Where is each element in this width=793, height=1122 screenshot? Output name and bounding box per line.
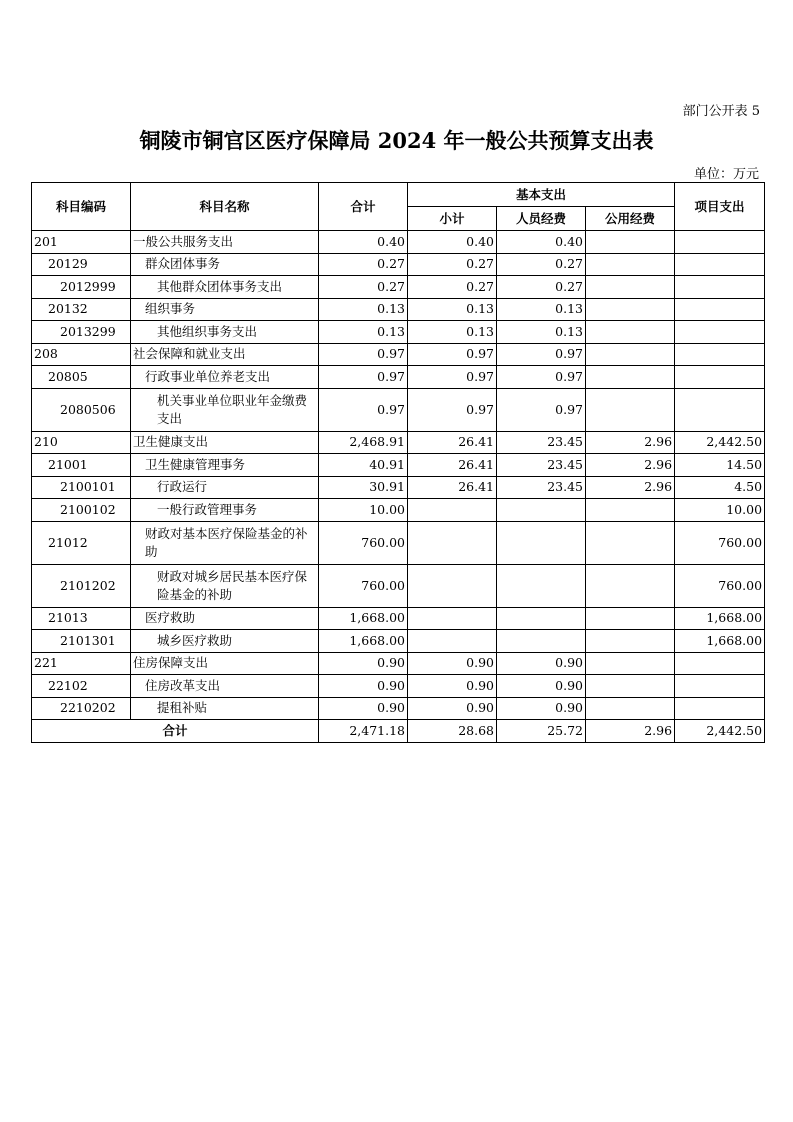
- row-project: [675, 388, 765, 431]
- row-code: 21001: [32, 454, 131, 477]
- row-public: 2.96: [586, 431, 675, 454]
- total-personnel: 25.72: [497, 720, 586, 743]
- page-title: 铜陵市铜官区医疗保障局 2024 年一般公共预算支出表: [139, 128, 654, 153]
- row-public: [586, 276, 675, 299]
- row-code: 210: [32, 431, 131, 454]
- row-total: 0.40: [319, 231, 408, 254]
- row-project: 760.00: [675, 521, 765, 564]
- table-row: [32, 697, 765, 720]
- table-row: [32, 298, 765, 321]
- row-personnel: [497, 521, 586, 564]
- header-personnel: 人员经费: [497, 207, 586, 231]
- row-total: 0.13: [319, 321, 408, 344]
- row-name: 其他组织事务支出: [131, 321, 319, 344]
- table-row: [32, 366, 765, 389]
- page-label: 部门公开表 5: [682, 104, 760, 119]
- row-code: 208: [32, 343, 131, 366]
- row-name: 行政运行: [131, 476, 319, 499]
- row-public: [586, 388, 675, 431]
- table-row: [32, 521, 765, 564]
- row-name: 财政对基本医疗保险基金的补助: [131, 521, 319, 564]
- row-personnel: 0.13: [497, 321, 586, 344]
- total-subtotal: 28.68: [408, 720, 497, 743]
- row-subtotal: 0.90: [408, 697, 497, 720]
- row-project: 10.00: [675, 499, 765, 522]
- row-total: 0.90: [319, 675, 408, 698]
- table-row: [32, 607, 765, 630]
- row-personnel: 0.27: [497, 276, 586, 299]
- header-code: 科目编码: [32, 183, 131, 231]
- row-public: [586, 630, 675, 653]
- row-total: 0.90: [319, 697, 408, 720]
- row-name: 组织事务: [131, 298, 319, 321]
- row-public: [586, 652, 675, 675]
- row-name: 住房改革支出: [131, 675, 319, 698]
- total-row: [32, 720, 765, 743]
- row-code: 21012: [32, 521, 131, 564]
- row-subtotal: 0.97: [408, 366, 497, 389]
- row-personnel: 0.90: [497, 675, 586, 698]
- table-row: [32, 388, 765, 431]
- row-code: 20805: [32, 366, 131, 389]
- row-project: [675, 366, 765, 389]
- row-personnel: [497, 499, 586, 522]
- row-project: 4.50: [675, 476, 765, 499]
- row-public: [586, 697, 675, 720]
- row-total: 0.27: [319, 276, 408, 299]
- row-project: [675, 697, 765, 720]
- row-subtotal: [408, 499, 497, 522]
- row-code: 2100102: [32, 499, 131, 522]
- row-personnel: [497, 630, 586, 653]
- row-total: 0.97: [319, 366, 408, 389]
- row-public: [586, 366, 675, 389]
- row-subtotal: 0.27: [408, 253, 497, 276]
- row-public: [586, 675, 675, 698]
- row-project: 760.00: [675, 564, 765, 607]
- table-row: [32, 343, 765, 366]
- row-code: 2101202: [32, 564, 131, 607]
- row-public: [586, 499, 675, 522]
- header-basic: 基本支出: [408, 183, 675, 207]
- unit-label: 单位：万元: [693, 167, 759, 182]
- table-row: [32, 564, 765, 607]
- row-subtotal: 0.90: [408, 675, 497, 698]
- row-public: [586, 321, 675, 344]
- header-name: 科目名称: [131, 183, 319, 231]
- row-subtotal: 26.41: [408, 454, 497, 477]
- table-row: [32, 253, 765, 276]
- table-row: [32, 476, 765, 499]
- row-total: 2,468.91: [319, 431, 408, 454]
- row-code: 2013299: [32, 321, 131, 344]
- row-subtotal: 26.41: [408, 476, 497, 499]
- row-public: [586, 564, 675, 607]
- row-subtotal: 0.97: [408, 343, 497, 366]
- row-subtotal: [408, 607, 497, 630]
- row-personnel: 23.45: [497, 476, 586, 499]
- row-project: [675, 675, 765, 698]
- row-personnel: 0.97: [497, 366, 586, 389]
- row-name: 群众团体事务: [131, 253, 319, 276]
- row-code: 2080506: [32, 388, 131, 431]
- row-name: 财政对城乡居民基本医疗保险基金的补助: [131, 564, 319, 607]
- row-name: 卫生健康管理事务: [131, 454, 319, 477]
- row-public: [586, 253, 675, 276]
- row-total: 40.91: [319, 454, 408, 477]
- row-code: 20129: [32, 253, 131, 276]
- table-row: [32, 652, 765, 675]
- row-personnel: 0.13: [497, 298, 586, 321]
- row-project: [675, 652, 765, 675]
- row-project: 2,442.50: [675, 431, 765, 454]
- header-public: 公用经费: [586, 207, 675, 231]
- row-personnel: 0.97: [497, 388, 586, 431]
- table-row: [32, 499, 765, 522]
- header-subtotal: 小计: [408, 207, 497, 231]
- row-total: 0.97: [319, 388, 408, 431]
- row-personnel: [497, 564, 586, 607]
- row-total: 0.13: [319, 298, 408, 321]
- table-row: [32, 276, 765, 299]
- table-row: [32, 431, 765, 454]
- row-total: 30.91: [319, 476, 408, 499]
- row-subtotal: 0.13: [408, 298, 497, 321]
- table-row: [32, 675, 765, 698]
- row-subtotal: [408, 564, 497, 607]
- row-code: 221: [32, 652, 131, 675]
- row-name: 机关事业单位职业年金缴费支出: [131, 388, 319, 431]
- table-row: [32, 454, 765, 477]
- row-name: 卫生健康支出: [131, 431, 319, 454]
- row-code: 22102: [32, 675, 131, 698]
- row-code: 2210202: [32, 697, 131, 720]
- row-public: 2.96: [586, 476, 675, 499]
- row-personnel: 0.97: [497, 343, 586, 366]
- header-project: 项目支出: [675, 183, 765, 231]
- total-project: 2,442.50: [675, 720, 765, 743]
- row-project: [675, 321, 765, 344]
- table-row: [32, 321, 765, 344]
- row-public: [586, 607, 675, 630]
- row-name: 一般公共服务支出: [131, 231, 319, 254]
- row-code: 2101301: [32, 630, 131, 653]
- row-subtotal: [408, 630, 497, 653]
- row-total: 1,668.00: [319, 607, 408, 630]
- row-total: 10.00: [319, 499, 408, 522]
- header-total: 合计: [319, 183, 408, 231]
- row-subtotal: 0.90: [408, 652, 497, 675]
- row-project: [675, 231, 765, 254]
- row-code: 2100101: [32, 476, 131, 499]
- row-name: 医疗救助: [131, 607, 319, 630]
- row-subtotal: 0.27: [408, 276, 497, 299]
- row-public: [586, 298, 675, 321]
- row-project: [675, 276, 765, 299]
- row-personnel: 23.45: [497, 454, 586, 477]
- budget-table: [31, 182, 765, 743]
- total-total: 2,471.18: [319, 720, 408, 743]
- row-code: 2012999: [32, 276, 131, 299]
- row-personnel: [497, 607, 586, 630]
- row-public: [586, 521, 675, 564]
- row-project: [675, 298, 765, 321]
- row-name: 行政事业单位养老支出: [131, 366, 319, 389]
- row-personnel: 0.90: [497, 697, 586, 720]
- row-project: 1,668.00: [675, 630, 765, 653]
- row-personnel: 0.27: [497, 253, 586, 276]
- row-total: 0.27: [319, 253, 408, 276]
- row-subtotal: 0.13: [408, 321, 497, 344]
- row-total: 1,668.00: [319, 630, 408, 653]
- row-subtotal: 0.97: [408, 388, 497, 431]
- row-code: 201: [32, 231, 131, 254]
- row-name: 住房保障支出: [131, 652, 319, 675]
- row-total: 0.90: [319, 652, 408, 675]
- table-row: [32, 231, 765, 254]
- row-name: 提租补贴: [131, 697, 319, 720]
- row-code: 21013: [32, 607, 131, 630]
- row-name: 城乡医疗救助: [131, 630, 319, 653]
- row-project: [675, 343, 765, 366]
- row-name: 社会保障和就业支出: [131, 343, 319, 366]
- row-personnel: 23.45: [497, 431, 586, 454]
- row-total: 760.00: [319, 564, 408, 607]
- row-total: 760.00: [319, 521, 408, 564]
- row-subtotal: 0.40: [408, 231, 497, 254]
- row-public: 2.96: [586, 454, 675, 477]
- row-project: 14.50: [675, 454, 765, 477]
- row-personnel: 0.40: [497, 231, 586, 254]
- table-row: [32, 630, 765, 653]
- row-personnel: 0.90: [497, 652, 586, 675]
- total-label: 合计: [32, 720, 319, 743]
- row-name: 其他群众团体事务支出: [131, 276, 319, 299]
- total-public: 2.96: [586, 720, 675, 743]
- row-project: [675, 253, 765, 276]
- row-public: [586, 231, 675, 254]
- row-name: 一般行政管理事务: [131, 499, 319, 522]
- row-subtotal: 26.41: [408, 431, 497, 454]
- row-public: [586, 343, 675, 366]
- row-subtotal: [408, 521, 497, 564]
- row-total: 0.97: [319, 343, 408, 366]
- row-code: 20132: [32, 298, 131, 321]
- row-project: 1,668.00: [675, 607, 765, 630]
